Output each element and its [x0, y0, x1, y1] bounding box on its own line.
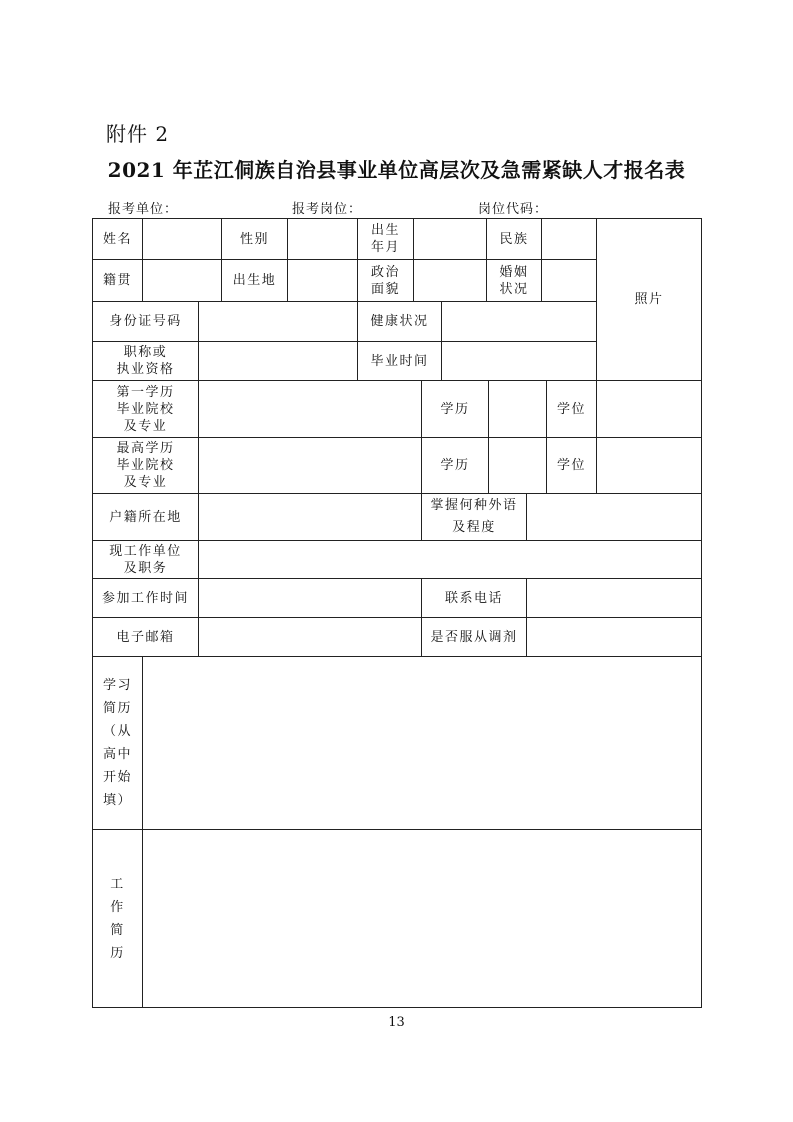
work-resume-label: 工 作 简 历	[92, 829, 143, 1008]
native-place-label: 籍贯	[92, 259, 143, 302]
study-resume-field[interactable]	[142, 656, 702, 830]
professional-title-field[interactable]	[198, 341, 358, 381]
id-number-label: 身份证号码	[92, 301, 199, 342]
highest-education-label: 学历	[421, 437, 489, 494]
gender-label: 性别	[221, 218, 288, 260]
id-number-field[interactable]	[198, 301, 358, 342]
birthplace-field[interactable]	[287, 259, 358, 302]
first-degree-school-label: 第一学历 毕业院校 及专业	[92, 380, 199, 438]
political-status-field[interactable]	[413, 259, 487, 302]
highest-degree-label: 学位	[546, 437, 597, 494]
first-degree-field[interactable]	[596, 380, 702, 438]
marital-status-label: 婚姻 状况	[486, 259, 542, 302]
first-education-field[interactable]	[488, 380, 547, 438]
native-place-field[interactable]	[142, 259, 222, 302]
email-field[interactable]	[198, 617, 422, 657]
ethnicity-label: 民族	[486, 218, 542, 260]
apply-post-label: 报考岗位：	[292, 202, 363, 217]
photo-cell[interactable]: 照片	[596, 218, 702, 381]
work-resume-field[interactable]	[142, 829, 702, 1008]
post-code-label: 岗位代码：	[478, 202, 549, 217]
birth-date-field[interactable]	[413, 218, 487, 260]
household-registration-field[interactable]	[198, 493, 422, 541]
current-work-unit-label: 现工作单位 及职务	[92, 540, 199, 579]
political-status-label: 政治 面貌	[357, 259, 414, 302]
first-degree-school-field[interactable]	[198, 380, 422, 438]
work-start-time-label: 参加工作时间	[92, 578, 199, 618]
highest-degree-school-field[interactable]	[198, 437, 422, 494]
graduation-time-label: 毕业时间	[357, 341, 442, 381]
page-number: 13	[388, 1015, 405, 1030]
household-registration-label: 户籍所在地	[92, 493, 199, 541]
health-field[interactable]	[441, 301, 597, 342]
name-field[interactable]	[142, 218, 222, 260]
accept-adjustment-field[interactable]	[526, 617, 702, 657]
birth-date-label: 出生 年月	[357, 218, 414, 260]
ethnicity-field[interactable]	[541, 218, 597, 260]
annex-label: 附件 2	[106, 122, 170, 146]
marital-status-field[interactable]	[541, 259, 597, 302]
birthplace-label: 出生地	[221, 259, 288, 302]
highest-degree-school-label: 最高学历 毕业院校 及专业	[92, 437, 199, 494]
name-label: 姓名	[92, 218, 143, 260]
email-label: 电子邮箱	[92, 617, 199, 657]
highest-degree-field[interactable]	[596, 437, 702, 494]
first-education-label: 学历	[421, 380, 489, 438]
study-resume-label: 学习 简历 （从 高中 开始 填）	[92, 656, 143, 830]
apply-unit-label: 报考单位：	[108, 202, 179, 217]
work-start-time-field[interactable]	[198, 578, 422, 618]
gender-field[interactable]	[287, 218, 358, 260]
first-degree-label: 学位	[546, 380, 597, 438]
current-work-unit-field[interactable]	[198, 540, 702, 579]
graduation-time-field[interactable]	[441, 341, 597, 381]
foreign-language-label: 掌握何种外语 及程度	[421, 493, 527, 541]
professional-title-label: 职称或 执业资格	[92, 341, 199, 381]
phone-label: 联系电话	[421, 578, 527, 618]
accept-adjustment-label: 是否服从调剂	[421, 617, 527, 657]
highest-education-field[interactable]	[488, 437, 547, 494]
phone-field[interactable]	[526, 578, 702, 618]
health-label: 健康状况	[357, 301, 442, 342]
form-title: 2021 年芷江侗族自治县事业单位高层次及急需紧缺人才报名表	[107, 158, 686, 182]
foreign-language-field[interactable]	[526, 493, 702, 541]
